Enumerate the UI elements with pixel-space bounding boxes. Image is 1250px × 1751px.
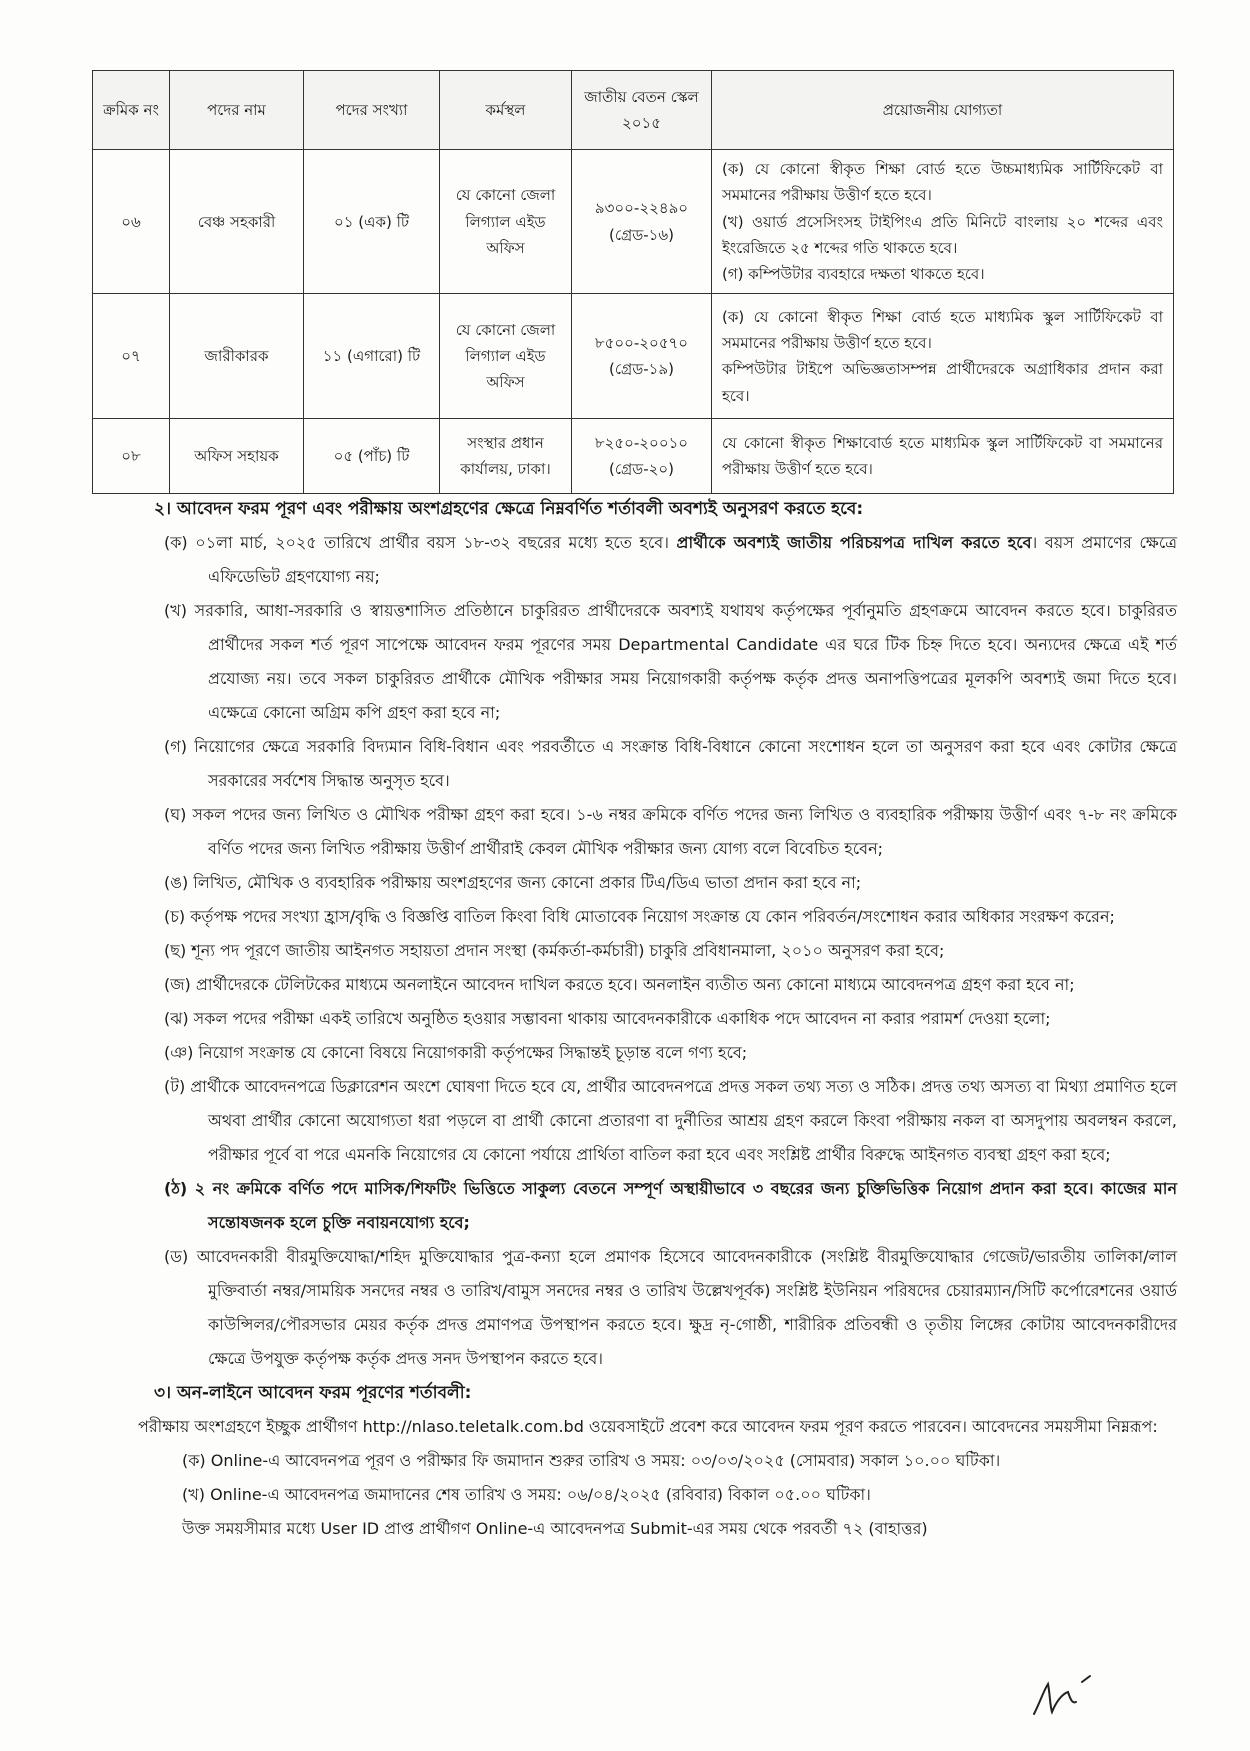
condition-jha: (ঝ) সকল পদের পরীক্ষা একই তারিখে অনুষ্ঠিত হওয়ার সম্ভাবনা থাকায় আবেদনকারীকে একাধিক পদে আবেদন না করার পরামর্শ দেওয়া হলো; — [164, 1009, 1051, 1028]
table-row — [93, 150, 1174, 294]
scale-value: ৯৩০০-২২৪৯০ — [594, 199, 689, 218]
posts-table — [92, 70, 1174, 494]
condition-tha: (ঠ) ২ নং ক্রমিকে বর্ণিত পদে মাসিক/শিফটিং ভিত্তিতে সাকুল্য বেতনে সম্পূর্ণ অস্থায়ীভাবে ৩ বছরের জন্য চুক্তিভিত্তিক নিয়োগ প্রদান করা হবে। কাজের মান সন্তোষজনক হলে চুক্তি নবায়নযোগ্য হবে; — [164, 1179, 1177, 1232]
condition-ja: (জ) প্রার্থীদেরকে টেলিটকের মাধ্যমে অনলাইনে আবেদন দাখিল করতে হবে। অনলাইন ব্যতীত অন্য কোনো মাধ্যমে আবেদনপত্র গ্রহণ করা হবে না; — [164, 975, 1075, 994]
cell-post: বেঞ্চ সহকারী — [170, 150, 304, 294]
cell-qualification — [712, 150, 1174, 294]
online-start-date: (ক) Online-এ আবেদনপত্র পূরণ ও পরীক্ষার ফি জমাদান শুরুর তারিখ ও সময়: ০৩/০৩/২০২৫ (সোমবার) সকাল ১০.০০ ঘটিকা। — [182, 1451, 1001, 1470]
cell-serial: ০৬ — [93, 150, 170, 294]
qualification-line: কম্পিউটার টাইপে অভিজ্ঞতাসম্পন্ন প্রার্থীদেরকে অগ্রাধিকার প্রদান করা হবে। — [722, 360, 1163, 405]
cell-post: জারীকারক — [170, 294, 304, 419]
condition-ka — [164, 526, 1177, 594]
col-header-count: পদের সংখ্যা — [304, 71, 440, 150]
condition-ka-part-c: । বয়স প্রমাণের ক্ষেত্রে এফিডেভিট গ্রহণযোগ্য নয়; — [208, 533, 1178, 586]
cell-scale — [572, 150, 712, 294]
cell-count: ০১ (এক) টি — [304, 150, 440, 294]
condition-cha: (ছ) শূন্য পদ পূরণে জাতীয় আইনগত সহায়তা প্রদান সংস্থা (কর্মকর্তা-কর্মচারী) চাকুরি প্রবিধানমালা, ২০১০ অনুসরণ করা হবে; — [164, 941, 945, 960]
col-header-qualification: প্রয়োজনীয় যোগ্যতা — [712, 71, 1174, 150]
col-header-serial: ক্রমিক নং — [93, 71, 170, 150]
condition-ka-part-a: (ক) ০১লা মার্চ, ২০২৫ তারিখে প্রার্থীর বয়স ১৮-৩২ বছরের মধ্যে হতে হবে। — [164, 533, 677, 552]
cell-workplace: যে কোনো জেলা লিগ্যাল এইড অফিস — [440, 294, 572, 419]
section-3-title: ৩। অন-লাইনে আবেদন ফরম পূরণের শর্তাবলী: — [154, 1383, 472, 1403]
cell-serial: ০৭ — [93, 294, 170, 419]
condition-nya: (ঞ) নিয়োগ সংক্রান্ত যে কোনো বিষয়ে নিয়োগকারী কর্তৃপক্ষের সিদ্ধান্তই চূড়ান্ত বলে গণ্য হবে; — [164, 1043, 748, 1062]
cell-count: ১১ (এগারো) টি — [304, 294, 440, 419]
condition-da: (ড) আবেদনকারী বীরমুক্তিযোদ্ধা/শহিদ মুক্তিযোদ্ধার পুত্র-কন্যা হলে প্রমাণক হিসেবে আবেদনকারীকে (সংশ্লিষ্ট বীরমুক্তিযোদ্ধার গেজেট/ভারতীয় তালিকা/লাল মুক্তিবার্তা নম্বর/সাময়িক সনদের নম্বর ও তারিখ/বামুস সনদের নম্বর ও তারিখ উল্লেখপূর্বক) সংশ্লিষ্ট ইউনিয়ন পরিষদের চেয়ারম্যান/সিটি কর্পোরেশনের ওয়ার্ড কাউন্সিলর/পৌরসভার মেয়র কর্তৃক প্রদত্ত প্রমাণপত্র উপস্থাপন করতে হবে। ক্ষুদ্র নৃ-গোষ্ঠী, শারীরিক প্রতিবন্ধী ও তৃতীয় লিঙ্গের কোটায় আবেদনকারীদের ক্ষেত্রে উপযুক্ত কর্তৃপক্ষ কর্তৃক প্রদত্ত সনদ উপস্থাপন করতে হবে। — [164, 1247, 1177, 1368]
cell-workplace: যে কোনো জেলা লিগ্যাল এইড অফিস — [440, 150, 572, 294]
scale-value: ৮২৫০-২০০১০ — [594, 434, 689, 452]
condition-ca: (চ) কর্তৃপক্ষ পদের সংখ্যা হ্রাস/বৃদ্ধি ও বিজ্ঞপ্তি বাতিল কিংবা বিধি মোতাবেক নিয়োগ সংক্রান্ত যে কোন পরিবর্তন/সংশোধন করার অধিকার সংরক্ষণ করেন; — [164, 907, 1115, 926]
qualification-line: (ক) যে কোনো স্বীকৃত শিক্ষা বোর্ড হতে উচ্চমাধ্যমিক সার্টিফিকেট বা সমমানের পরীক্ষায় উত্তীর্ণ হতে হবে। — [722, 160, 1163, 205]
signature-mark — [1030, 1672, 1100, 1722]
online-continuation: উক্ত সময়সীমার মধ্যে User ID প্রাপ্ত প্রার্থীগণ Online-এ আবেদনপত্র Submit-এর সময় থেকে পরবর্তী ৭২ (বাহাত্তর) — [182, 1519, 928, 1538]
section-2-title: ২। আবেদন ফরম পূরণ এবং পরীক্ষায় অংশগ্রহণের ক্ষেত্রে নিম্নবর্ণিত শর্তাবলী অবশ্যই অনুসরণ করতে হবে: — [154, 499, 864, 519]
condition-ta: (ট) প্রার্থীকে আবেদনপত্রে ডিক্লারেশন অংশে ঘোষণা দিতে হবে যে, প্রার্থীর আবেদনপত্রে প্রদত্ত সকল তথ্য সত্য ও সঠিক। প্রদত্ত তথ্য অসত্য বা মিথ্যা প্রমাণিত হলে অথবা প্রার্থীর কোনো অযোগ্যতা ধরা পড়লে বা প্রার্থী কোনো প্রতারণা বা দুর্নীতির আশ্রয় গ্রহণ করলে কিংবা পরীক্ষায় নকল বা অসদুপায় অবলম্বন করলে, পরীক্ষার পূর্বে বা পরে এমনকি নিয়োগের যে কোনো পর্যায়ে প্রার্থিতা বাতিল করা হবে এবং সংশ্লিষ্ট প্রার্থীর বিরুদ্ধে আইনগত ব্যবস্থা গ্রহণ করা হবে; — [164, 1077, 1177, 1164]
qualification-line: (ক) যে কোনো স্বীকৃত শিক্ষা বোর্ড হতে মাধ্যমিক স্কুল সার্টিফিকেট বা সমমানের পরীক্ষায় উত্তীর্ণ হতে হবে। — [722, 307, 1163, 352]
table-row — [93, 294, 1174, 419]
condition-gha: (ঘ) সকল পদের জন্য লিখিত ও মৌখিক পরীক্ষা গ্রহণ করা হবে। ১-৬ নম্বর ক্রমিকে বর্ণিত পদের জন্য লিখিত ও ব্যবহারিক পরীক্ষায় উত্তীর্ণ এবং ৭-৮ নং ক্রমিকে বর্ণিত পদের জন্য লিখিত পরীক্ষায় উত্তীর্ণ প্রার্থীরাই কেবল মৌখিক পরীক্ষার জন্য যোগ্য বলে বিবেচিত হবেন; — [164, 805, 1177, 858]
section-3-intro: পরীক্ষায় অংশগ্রহণে ইচ্ছুক প্রার্থীগণ http://nlaso.teletalk.com.bd ওয়েবসাইটে প্রবেশ করে আবেদন ফরম পূরণ করতে পারবেন। আবেদনের সময়সীমা নিম্নরূপ: — [138, 1417, 1158, 1436]
qualification-line: যে কোনো স্বীকৃত শিক্ষাবোর্ড হতে মাধ্যমিক স্কুল সার্টিফিকেট বা সমমানের পরীক্ষায় উত্তীর্ণ হতে হবে। — [722, 434, 1163, 479]
qualification-line: (খ) ওয়ার্ড প্রসেসিংসহ টাইপিংএ প্রতি মিনিটে বাংলায় ২০ শব্দের এবং ইংরেজিতে ২৫ শব্দের গতি থাকতে হবে। — [722, 212, 1163, 257]
col-header-workplace: কর্মস্থল — [440, 71, 572, 150]
conditions-body — [138, 492, 1178, 1546]
grade-value: (গ্রেড-১৯) — [609, 360, 674, 379]
cell-qualification — [712, 419, 1174, 494]
cell-serial: ০৮ — [93, 419, 170, 494]
cell-scale — [572, 294, 712, 419]
cell-post: অফিস সহায়ক — [170, 419, 304, 494]
cell-count: ০৫ (পাঁচ) টি — [304, 419, 440, 494]
condition-kha: (খ) সরকারি, আধা-সরকারি ও স্বায়ত্তশাসিত প্রতিষ্ঠানে চাকুরিরত প্রার্থীদেরকে অবশ্যই যথাযথ কর্তৃপক্ষের পূর্বানুমতি গ্রহণক্রমে আবেদন করতে হবে। চাকুরিরত প্রার্থীদের সকল শর্ত পূরণ সাপেক্ষে আবেদন ফরম পূরণের সময় Departmental Candidate এর ঘরে টিক চিহ্ন দিতে হবে। অন্যদের ক্ষেত্রে এই শর্ত প্রযোজ্য নয়। তবে সকল চাকুরিরত প্রার্থীকে মৌখিক পরীক্ষার সময় নিয়োগকারী কর্তৃপক্ষ কর্তৃক প্রদত্ত অনাপত্তিপত্রের মূলকপি অবশ্যই জমা দিতে হবে। এক্ষেত্রে কোনো অগ্রিম কপি গ্রহণ করা হবে না; — [164, 601, 1177, 722]
cell-scale — [572, 419, 712, 494]
scale-value: ৮৫০০-২০৫৭০ — [594, 334, 689, 352]
condition-ka-bold: প্রার্থীকে অবশ্যই জাতীয় পরিচয়পত্র দাখিল করতে হবে — [676, 533, 1032, 552]
condition-ga: (গ) নিয়োগের ক্ষেত্রে সরকারি বিদ্যমান বিধি-বিধান এবং পরবর্তীতে এ সংক্রান্ত বিধি-বিধানে কোনো সংশোধন হলে তা অনুসরণ করা হবে এবং কোটার ক্ষেত্রে সরকারের সর্বশেষ সিদ্ধান্ত অনুসৃত হবে। — [164, 737, 1177, 790]
cell-qualification — [712, 294, 1174, 419]
col-header-scale: জাতীয় বেতন স্কেল ২০১৫ — [572, 71, 712, 150]
cell-workplace: সংস্থার প্রধান কার্যালয়, ঢাকা। — [440, 419, 572, 494]
condition-uma: (ঙ) লিখিত, মৌখিক ও ব্যবহারিক পরীক্ষায় অংশগ্রহণের জন্য কোনো প্রকার টিএ/ডিএ ভাতা প্রদান করা হবে না; — [164, 873, 862, 892]
grade-value: (গ্রেড-২০) — [609, 460, 674, 479]
table-row — [93, 419, 1174, 494]
online-end-date: (খ) Online-এ আবেদনপত্র জমাদানের শেষ তারিখ ও সময়: ০৬/০৪/২০২৫ (রবিবার) বিকাল ০৫.০০ ঘটিকা। — [182, 1485, 871, 1504]
table-header-row — [93, 71, 1174, 150]
grade-value: (গ্রেড-১৬) — [609, 225, 674, 244]
qualification-line: (গ) কম্পিউটার ব্যবহারে দক্ষতা থাকতে হবে। — [722, 265, 985, 283]
col-header-post: পদের নাম — [170, 71, 304, 150]
